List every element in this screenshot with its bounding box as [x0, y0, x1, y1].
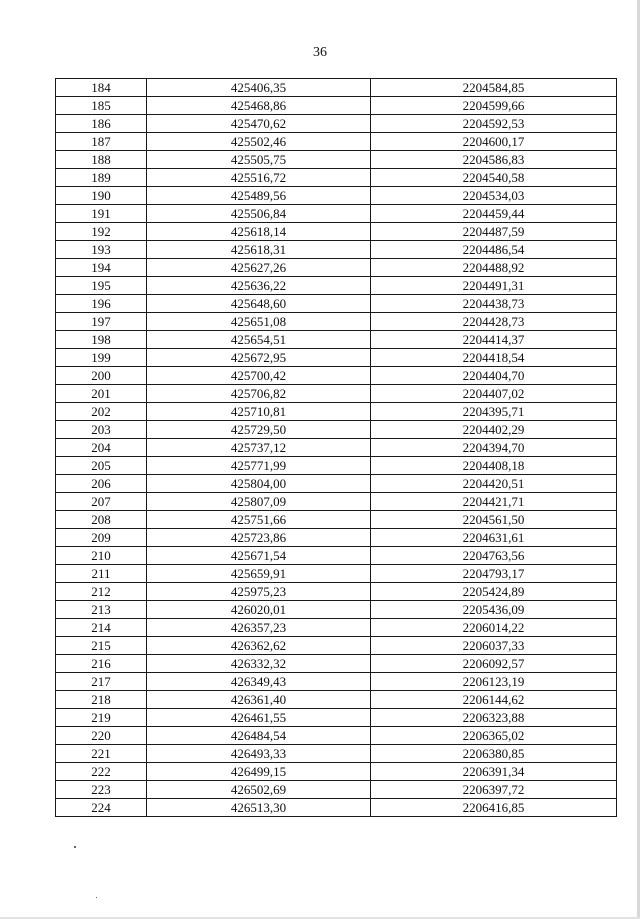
table-row	[56, 403, 617, 421]
x-coordinate-cell: 425729,50	[147, 421, 371, 439]
table-row	[56, 781, 617, 799]
table-row	[56, 295, 617, 313]
point-number-cell: 195	[56, 277, 147, 295]
y-coordinate-cell: 2206365,02	[371, 727, 617, 745]
table-row	[56, 331, 617, 349]
point-number-cell: 213	[56, 601, 147, 619]
y-coordinate-cell: 2206416,85	[371, 799, 617, 817]
scan-speck	[74, 846, 76, 848]
x-coordinate-cell: 425636,22	[147, 277, 371, 295]
table-row	[56, 115, 617, 133]
x-coordinate-cell: 425659,91	[147, 565, 371, 583]
point-number-cell: 208	[56, 511, 147, 529]
x-coordinate-cell: 425516,72	[147, 169, 371, 187]
y-coordinate-cell: 2204395,71	[371, 403, 617, 421]
y-coordinate-cell: 2204534,03	[371, 187, 617, 205]
x-coordinate-cell: 425700,42	[147, 367, 371, 385]
point-number-cell: 186	[56, 115, 147, 133]
point-number-cell: 216	[56, 655, 147, 673]
x-coordinate-cell: 425505,75	[147, 151, 371, 169]
table-row	[56, 421, 617, 439]
y-coordinate-cell: 2205436,09	[371, 601, 617, 619]
y-coordinate-cell: 2206014,22	[371, 619, 617, 637]
point-number-cell: 201	[56, 385, 147, 403]
x-coordinate-cell: 426493,33	[147, 745, 371, 763]
point-number-cell: 211	[56, 565, 147, 583]
y-coordinate-cell: 2204561,50	[371, 511, 617, 529]
point-number-cell: 220	[56, 727, 147, 745]
table-row	[56, 241, 617, 259]
point-number-cell: 215	[56, 637, 147, 655]
x-coordinate-cell: 425654,51	[147, 331, 371, 349]
point-number-cell: 194	[56, 259, 147, 277]
x-coordinate-cell: 425627,26	[147, 259, 371, 277]
point-number-cell: 188	[56, 151, 147, 169]
x-coordinate-cell: 425468,86	[147, 97, 371, 115]
x-coordinate-cell: 425618,14	[147, 223, 371, 241]
table-row	[56, 97, 617, 115]
x-coordinate-cell: 425737,12	[147, 439, 371, 457]
y-coordinate-cell: 2204763,56	[371, 547, 617, 565]
point-number-cell: 198	[56, 331, 147, 349]
x-coordinate-cell: 425706,82	[147, 385, 371, 403]
y-coordinate-cell: 2204414,37	[371, 331, 617, 349]
point-number-cell: 185	[56, 97, 147, 115]
table-row	[56, 583, 617, 601]
table-row	[56, 187, 617, 205]
x-coordinate-cell: 425804,00	[147, 475, 371, 493]
y-coordinate-cell: 2206397,72	[371, 781, 617, 799]
coordinates-table	[55, 78, 617, 817]
y-coordinate-cell: 2204600,17	[371, 133, 617, 151]
point-number-cell: 184	[56, 79, 147, 97]
x-coordinate-cell: 426020,01	[147, 601, 371, 619]
y-coordinate-cell: 2206144,62	[371, 691, 617, 709]
table-row	[56, 601, 617, 619]
x-coordinate-cell: 425671,54	[147, 547, 371, 565]
table-row	[56, 745, 617, 763]
point-number-cell: 202	[56, 403, 147, 421]
x-coordinate-cell: 425470,62	[147, 115, 371, 133]
y-coordinate-cell: 2204586,83	[371, 151, 617, 169]
y-coordinate-cell: 2206380,85	[371, 745, 617, 763]
y-coordinate-cell: 2205424,89	[371, 583, 617, 601]
x-coordinate-cell: 425502,46	[147, 133, 371, 151]
point-number-cell: 191	[56, 205, 147, 223]
coordinates-table-body	[56, 79, 617, 817]
x-coordinate-cell: 426502,69	[147, 781, 371, 799]
y-coordinate-cell: 2204408,18	[371, 457, 617, 475]
y-coordinate-cell: 2206323,88	[371, 709, 617, 727]
scan-speck	[96, 897, 97, 898]
x-coordinate-cell: 426362,62	[147, 637, 371, 655]
x-coordinate-cell: 426357,23	[147, 619, 371, 637]
y-coordinate-cell: 2204418,54	[371, 349, 617, 367]
x-coordinate-cell: 425406,35	[147, 79, 371, 97]
y-coordinate-cell: 2204540,58	[371, 169, 617, 187]
table-row	[56, 367, 617, 385]
x-coordinate-cell: 425651,08	[147, 313, 371, 331]
table-row	[56, 655, 617, 673]
x-coordinate-cell: 425975,23	[147, 583, 371, 601]
point-number-cell: 205	[56, 457, 147, 475]
table-row	[56, 691, 617, 709]
y-coordinate-cell: 2204491,31	[371, 277, 617, 295]
point-number-cell: 206	[56, 475, 147, 493]
point-number-cell: 217	[56, 673, 147, 691]
table-row	[56, 205, 617, 223]
point-number-cell: 200	[56, 367, 147, 385]
table-row	[56, 727, 617, 745]
x-coordinate-cell: 425723,86	[147, 529, 371, 547]
x-coordinate-cell: 426361,40	[147, 691, 371, 709]
y-coordinate-cell: 2204488,92	[371, 259, 617, 277]
point-number-cell: 218	[56, 691, 147, 709]
point-number-cell: 219	[56, 709, 147, 727]
point-number-cell: 214	[56, 619, 147, 637]
point-number-cell: 189	[56, 169, 147, 187]
table-row	[56, 349, 617, 367]
x-coordinate-cell: 425751,66	[147, 511, 371, 529]
x-coordinate-cell: 426513,30	[147, 799, 371, 817]
x-coordinate-cell: 426484,54	[147, 727, 371, 745]
x-coordinate-cell: 425807,09	[147, 493, 371, 511]
x-coordinate-cell: 426349,43	[147, 673, 371, 691]
point-number-cell: 192	[56, 223, 147, 241]
table-row	[56, 637, 617, 655]
point-number-cell: 197	[56, 313, 147, 331]
point-number-cell: 221	[56, 745, 147, 763]
page-number: 36	[313, 45, 327, 60]
y-coordinate-cell: 2204459,44	[371, 205, 617, 223]
point-number-cell: 203	[56, 421, 147, 439]
point-number-cell: 199	[56, 349, 147, 367]
y-coordinate-cell: 2204592,53	[371, 115, 617, 133]
table-row	[56, 259, 617, 277]
y-coordinate-cell: 2204402,29	[371, 421, 617, 439]
table-row	[56, 475, 617, 493]
x-coordinate-cell: 425672,95	[147, 349, 371, 367]
y-coordinate-cell: 2206391,34	[371, 763, 617, 781]
y-coordinate-cell: 2206123,19	[371, 673, 617, 691]
x-coordinate-cell: 425771,99	[147, 457, 371, 475]
x-coordinate-cell: 425506,84	[147, 205, 371, 223]
point-number-cell: 210	[56, 547, 147, 565]
y-coordinate-cell: 2204420,51	[371, 475, 617, 493]
x-coordinate-cell: 425489,56	[147, 187, 371, 205]
table-row	[56, 385, 617, 403]
x-coordinate-cell: 425618,31	[147, 241, 371, 259]
table-row	[56, 565, 617, 583]
y-coordinate-cell: 2204428,73	[371, 313, 617, 331]
x-coordinate-cell: 426461,55	[147, 709, 371, 727]
point-number-cell: 190	[56, 187, 147, 205]
y-coordinate-cell: 2204404,70	[371, 367, 617, 385]
y-coordinate-cell: 2204599,66	[371, 97, 617, 115]
table-row	[56, 529, 617, 547]
point-number-cell: 196	[56, 295, 147, 313]
y-coordinate-cell: 2204584,85	[371, 79, 617, 97]
x-coordinate-cell: 426499,15	[147, 763, 371, 781]
table-row	[56, 709, 617, 727]
table-row	[56, 799, 617, 817]
point-number-cell: 207	[56, 493, 147, 511]
table-row	[56, 151, 617, 169]
point-number-cell: 193	[56, 241, 147, 259]
table-row	[56, 547, 617, 565]
table-row	[56, 619, 617, 637]
y-coordinate-cell: 2204486,54	[371, 241, 617, 259]
x-coordinate-cell: 425648,60	[147, 295, 371, 313]
y-coordinate-cell: 2204421,71	[371, 493, 617, 511]
y-coordinate-cell: 2204407,02	[371, 385, 617, 403]
table-row	[56, 133, 617, 151]
point-number-cell: 222	[56, 763, 147, 781]
table-row	[56, 313, 617, 331]
table-row	[56, 457, 617, 475]
table-row	[56, 439, 617, 457]
table-row	[56, 511, 617, 529]
table-row	[56, 79, 617, 97]
table-row	[56, 493, 617, 511]
y-coordinate-cell: 2204438,73	[371, 295, 617, 313]
table-row	[56, 223, 617, 241]
y-coordinate-cell: 2206037,33	[371, 637, 617, 655]
table-row	[56, 673, 617, 691]
y-coordinate-cell: 2204631,61	[371, 529, 617, 547]
y-coordinate-cell: 2204793,17	[371, 565, 617, 583]
point-number-cell: 204	[56, 439, 147, 457]
table-row	[56, 169, 617, 187]
y-coordinate-cell: 2206092,57	[371, 655, 617, 673]
point-number-cell: 187	[56, 133, 147, 151]
point-number-cell: 212	[56, 583, 147, 601]
table-row	[56, 763, 617, 781]
y-coordinate-cell: 2204487,59	[371, 223, 617, 241]
point-number-cell: 209	[56, 529, 147, 547]
table-row	[56, 277, 617, 295]
x-coordinate-cell: 425710,81	[147, 403, 371, 421]
point-number-cell: 224	[56, 799, 147, 817]
point-number-cell: 223	[56, 781, 147, 799]
x-coordinate-cell: 426332,32	[147, 655, 371, 673]
y-coordinate-cell: 2204394,70	[371, 439, 617, 457]
